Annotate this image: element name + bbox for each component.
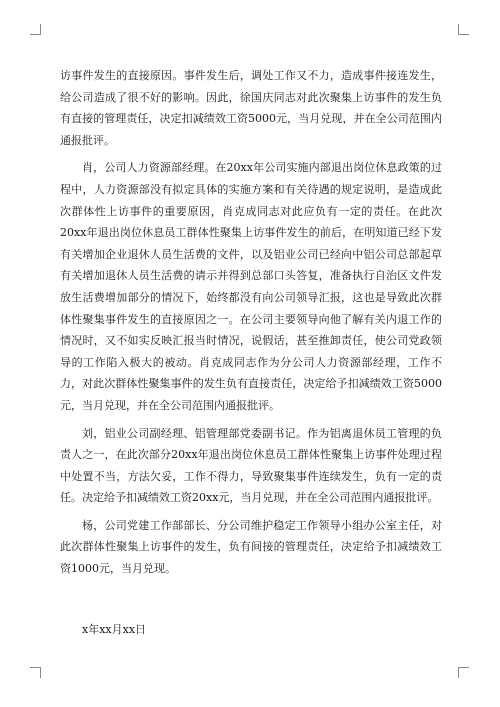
paragraph-liu: 刘，铝业公司副经理、铝管理部党委副书记。作为铝离退休员工管理的负责人之一，在此次部分20xx年退出岗位休息员工群体性聚集上访事件处理过程中处置不当，方法欠妥，工作不得力，导致聚集事件连续发生，负有一定的责任。决定给予扣减绩效工资20xx元，当月兑现，并在全公司范围内通报批评。 <box>60 426 442 505</box>
paragraph-yang: 杨，公司党建工作部部长、分公司维护稳定工作领导小组办公室主任，对此次群体性聚集上访事件的发生，负有间接的管理责任，决定给予扣减绩效工资1000元，当月兑现。 <box>60 518 442 576</box>
crop-mark-bottom-right <box>458 667 469 678</box>
crop-mark-bottom-left <box>30 667 41 678</box>
paragraph-continuation: 访事件发生的直接原因。事件发生后，调处工作又不力，造成事件接连发生，给公司造成了很不好的影响。因此，徐国庆同志对此次聚集上访事件的发生负有直接的管理责任，决定扣减绩效工资5000元，当月兑现，并在全公司范围内通报批评。 <box>60 69 442 147</box>
document-date: x年xx月xx日 <box>82 623 147 636</box>
crop-mark-top-left <box>30 24 41 35</box>
paragraph-xiao: 肖，公司人力资源部经理。在20xx年公司实施内部退出岗位休息政策的过程中，人力资源部没有拟定具体的实施方案和有关待遇的规定说明，是造成此次群体性上访事件的重要原因，肖克成同志对此应负有一定的责任。在此次20xx年退出岗位休息员工群体性聚集上访事件发生的前后，在明知道已经下发有关增加企业退休人员生活费的文件，以及铝业公司已经向中铝公司总部起草有关增加退休人员生活费的请示并得到总部口头答复，准备执行自治区文件发放生活费增加部分的情况下，始终都没有向公司领导汇报，这也是导致此次群体性聚集事件发生的直接原因之一。在公司主要领导向他了解有关内退工作的情况时，又不如实反映汇报当时情况，说假话，甚至推卸责任，使公司党政领导的工作陷入极大的被动。肖克成同志作为分公司人力资源部经理，工作不力，对此次群体性聚集事件的发生负有直接责任，决定给予扣减绩效工资5000元，当月兑现，并在全公司范围内通报批评。 <box>60 161 442 412</box>
crop-mark-top-right <box>458 24 469 35</box>
document-body <box>60 65 442 586</box>
